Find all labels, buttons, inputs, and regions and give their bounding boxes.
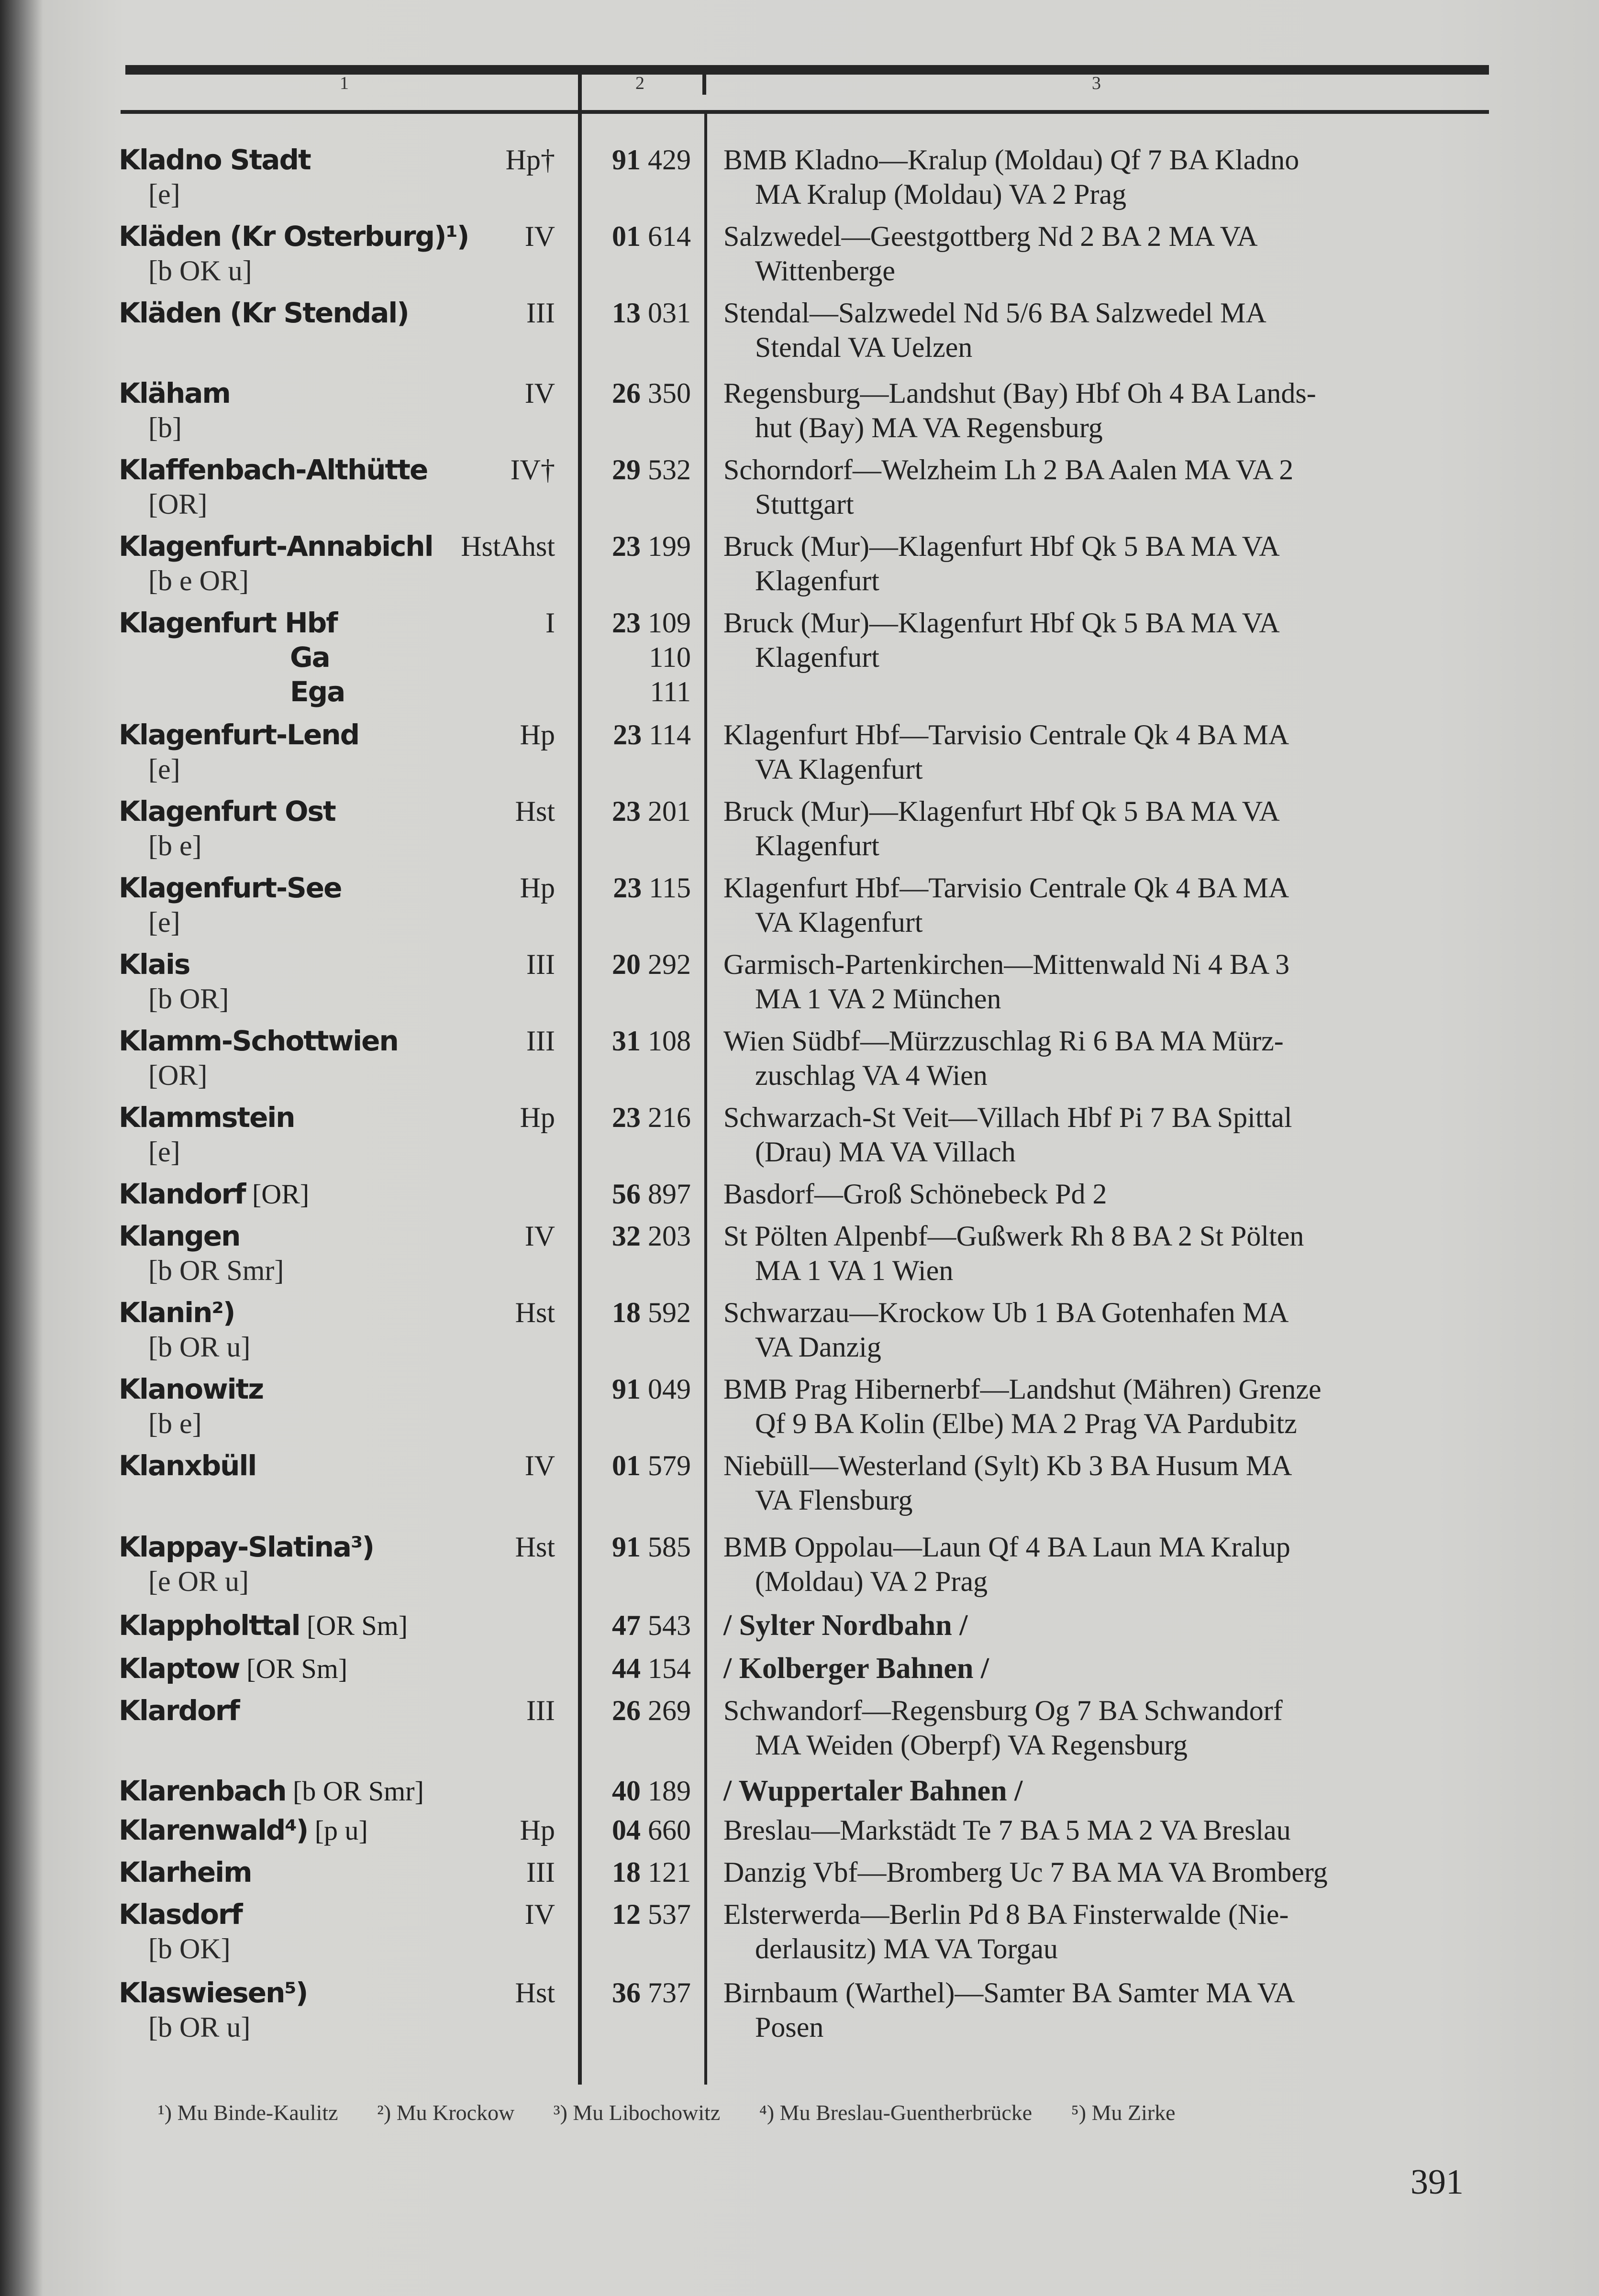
route-description <box>723 1855 1489 1889</box>
station-number-suffix: 109 <box>648 607 691 639</box>
station-number-prefix: 23 <box>612 795 641 827</box>
route-line: VA Danzig <box>755 1331 881 1363</box>
station-class: HstAhst <box>461 530 555 562</box>
station-number <box>612 1608 691 1643</box>
route-description <box>723 1976 1489 2044</box>
station-number-prefix: 04 <box>612 1814 641 1846</box>
column-header-1: 1 <box>340 73 349 93</box>
station-attributes: [OR] <box>148 1060 208 1091</box>
station-attributes: [OR] <box>148 488 208 520</box>
station-number <box>612 947 691 982</box>
column-header-3: 3 <box>1092 73 1101 93</box>
route-description <box>723 1813 1489 1847</box>
station-number <box>612 453 691 487</box>
station-number-suffix: 108 <box>648 1025 691 1057</box>
station-name: Klaffenbach-Althütte <box>119 453 428 486</box>
station-name: Kladno Stadt <box>119 144 311 176</box>
route-line: BMB Kladno—Kralup (Moldau) Qf 7 BA Kladno <box>723 144 1299 176</box>
station-number-suffix: 115 <box>649 872 691 904</box>
station-attributes: [OR Sm] <box>300 1610 408 1641</box>
route-description <box>723 1024 1489 1093</box>
station-number <box>612 143 691 177</box>
station-number-suffix: 532 <box>648 454 691 486</box>
station-number-suffix: 201 <box>648 795 691 827</box>
station-number-suffix: 292 <box>648 949 691 980</box>
station-number-suffix: 614 <box>648 221 691 252</box>
station-class: Hp <box>520 872 555 904</box>
route-line: zuschlag VA 4 Wien <box>755 1060 988 1091</box>
route-line: Schorndorf—Welzheim Lh 2 BA Aalen MA VA 2 <box>723 454 1294 486</box>
station-number <box>612 1372 691 1406</box>
route-line: hut (Bay) MA VA Regensburg <box>755 412 1103 443</box>
station-attributes: [b OK] <box>148 1933 231 1965</box>
route-description <box>723 1177 1489 1211</box>
route-line: Elsterwerda—Berlin Pd 8 BA Finsterwalde (Nie- <box>723 1899 1289 1930</box>
station-number <box>612 296 691 330</box>
station-name: Klanxbüll <box>119 1449 256 1482</box>
station-class: Hst <box>515 1297 555 1328</box>
station-number <box>612 1774 691 1808</box>
station-number-suffix: 121 <box>648 1856 691 1888</box>
station-name: Klappay-Slatina³) <box>119 1531 374 1563</box>
station-number <box>612 1448 691 1483</box>
station-number <box>613 718 691 752</box>
route-line: (Moldau) VA 2 Prag <box>755 1566 988 1597</box>
station-number <box>612 1813 691 1847</box>
route-description <box>723 794 1489 863</box>
footnote-4: ⁴) Mu Breslau-Guentherbrücke <box>759 2100 1033 2125</box>
route-description <box>723 529 1489 598</box>
station-number-prefix: 91 <box>612 1373 641 1405</box>
station-number <box>613 871 691 905</box>
station-number <box>612 1295 691 1330</box>
station-number <box>612 1693 691 1728</box>
route-line: Niebüll—Westerland (Sylt) Kb 3 BA Husum MA <box>723 1450 1292 1481</box>
station-number <box>612 1855 691 1889</box>
route-line: Bruck (Mur)—Klagenfurt Hbf Qk 5 BA MA VA <box>723 530 1280 562</box>
station-class: IV <box>524 221 555 252</box>
route-description <box>723 1651 1489 1686</box>
route-line: Stendal VA Uelzen <box>755 331 973 363</box>
station-name: Klangen <box>119 1220 240 1252</box>
route-line: (Drau) MA VA Villach <box>755 1136 1016 1168</box>
route-description <box>723 1530 1489 1599</box>
station-number-suffix: 114 <box>649 719 691 751</box>
route-line: MA Kralup (Moldau) VA 2 Prag <box>755 178 1127 210</box>
station-name: Klarenwald⁴) [p u] <box>119 1814 368 1846</box>
station-attributes: [b OK u] <box>148 255 252 287</box>
station-class: Hp <box>520 1102 555 1133</box>
station-number <box>612 794 691 828</box>
route-line: / Kolberger Bahnen / <box>723 1652 989 1685</box>
station-class: III <box>526 297 555 329</box>
station-number <box>612 1024 691 1058</box>
station-attributes: [e] <box>148 753 180 785</box>
station-number-prefix: 23 <box>612 530 641 562</box>
station-number-prefix: 56 <box>612 1178 641 1210</box>
route-description <box>723 219 1489 288</box>
route-line: Regensburg—Landshut (Bay) Hbf Oh 4 BA Lands- <box>723 377 1316 409</box>
station-name: Klagenfurt Hbf <box>119 607 337 639</box>
station-number-prefix: 26 <box>612 1695 641 1726</box>
route-line: Salzwedel—Geestgottberg Nd 2 BA 2 MA VA <box>723 221 1258 252</box>
station-attributes: [b e] <box>148 830 202 861</box>
station-class: I <box>545 607 555 639</box>
station-name: Klasdorf <box>119 1898 242 1931</box>
station-number-suffix: 429 <box>648 144 691 176</box>
station-number-suffix: 154 <box>648 1653 691 1684</box>
route-description <box>723 1897 1489 1966</box>
station-number-suffix: 049 <box>648 1373 691 1405</box>
station-number-prefix: 23 <box>612 607 641 639</box>
route-line: Bruck (Mur)—Klagenfurt Hbf Qk 5 BA MA VA <box>723 607 1280 639</box>
station-class: IV <box>524 1899 555 1930</box>
station-name: Klais <box>119 948 190 981</box>
station-number <box>612 1897 691 1932</box>
station-class: IV <box>524 1220 555 1252</box>
footnote-1: ¹) Mu Binde-Kaulitz <box>158 2100 338 2125</box>
route-description <box>723 1295 1489 1364</box>
station-number-suffix: 737 <box>648 1977 691 2009</box>
route-line: Danzig Vbf—Bromberg Uc 7 BA MA VA Bromberg <box>723 1856 1328 1888</box>
station-number-prefix: 91 <box>612 1531 641 1563</box>
station-number-prefix: 23 <box>613 719 642 751</box>
route-line: Klagenfurt <box>755 565 879 596</box>
station-number-prefix: 01 <box>612 1450 641 1481</box>
route-line: Garmisch-Partenkirchen—Mittenwald Ni 4 BA 3 <box>723 949 1290 980</box>
route-description <box>723 1774 1489 1808</box>
station-name: Klammstein <box>119 1101 295 1134</box>
route-description <box>723 1100 1489 1169</box>
station-class: III <box>526 1695 555 1726</box>
footnote-3: ³) Mu Libochowitz <box>553 2100 721 2125</box>
station-number <box>612 219 691 254</box>
station-number-prefix: 23 <box>613 872 642 904</box>
station-subname-ga: Ga <box>290 641 330 673</box>
station-number-suffix: 579 <box>648 1450 691 1481</box>
station-attributes: [e] <box>148 178 180 210</box>
station-class: Hst <box>515 1977 555 2009</box>
station-name: Klagenfurt-See <box>119 872 342 904</box>
station-number-suffix: 031 <box>648 297 691 329</box>
station-number-prefix: 18 <box>612 1297 641 1328</box>
station-name: Klaptow [OR Sm] <box>119 1652 348 1685</box>
route-line: Breslau—Markstädt Te 7 BA 5 MA 2 VA Breslau <box>723 1814 1291 1846</box>
column-header-2: 2 <box>635 73 644 93</box>
route-line: Klagenfurt <box>755 641 879 673</box>
route-line: Schwarzau—Krockow Ub 1 BA Gotenhafen MA <box>723 1297 1289 1328</box>
station-class: III <box>526 949 555 980</box>
station-number-prefix: 91 <box>612 144 641 176</box>
route-line: Schwarzach-St Veit—Villach Hbf Pi 7 BA Spittal <box>723 1102 1292 1133</box>
station-number-prefix: 18 <box>612 1856 641 1888</box>
station-attributes: [b OR u] <box>148 1331 251 1363</box>
route-line: Schwandorf—Regensburg Og 7 BA Schwandorf <box>723 1695 1283 1726</box>
station-number-suffix: 350 <box>648 377 691 409</box>
station-name: Klardorf <box>119 1694 239 1727</box>
station-number-suffix: 203 <box>648 1220 691 1252</box>
station-attributes: [e] <box>148 1136 180 1168</box>
route-line: Posen <box>755 2011 824 2043</box>
station-number-prefix: 13 <box>612 297 641 329</box>
route-line: Klagenfurt <box>755 830 879 861</box>
station-number <box>612 1177 691 1211</box>
route-line: derlausitz) MA VA Torgau <box>755 1933 1058 1965</box>
route-line: / Sylter Nordbahn / <box>723 1609 968 1642</box>
station-class: Hp† <box>505 144 555 176</box>
station-attributes: [b e] <box>148 1408 202 1439</box>
station-name: Klagenfurt-Annabichl <box>119 530 433 563</box>
route-line: Wittenberge <box>755 255 896 287</box>
route-description <box>723 1372 1489 1441</box>
station-attributes: [b OR Smr] <box>286 1776 424 1807</box>
route-description <box>723 1448 1489 1517</box>
station-number-prefix: 12 <box>612 1899 641 1930</box>
station-class: Hst <box>515 1531 555 1563</box>
station-number <box>612 1976 691 2010</box>
station-attributes: [e OR u] <box>148 1566 249 1597</box>
station-subname-ega: Ega <box>290 675 345 708</box>
station-name: Klagenfurt-Lend <box>119 718 359 751</box>
route-description <box>723 1693 1489 1762</box>
station-number-prefix: 20 <box>612 949 641 980</box>
station-attributes: [e] <box>148 906 180 938</box>
station-name: Klandorf [OR] <box>119 1178 310 1210</box>
station-name: Kläham <box>119 377 230 409</box>
route-line: St Pölten Alpenbf—Gußwerk Rh 8 BA 2 St Pölten <box>723 1220 1304 1252</box>
route-line: / Wuppertaler Bahnen / <box>723 1775 1023 1807</box>
station-number-prefix: 40 <box>612 1775 641 1807</box>
route-description <box>723 143 1489 211</box>
station-attributes: [p u] <box>308 1815 368 1846</box>
station-number <box>612 1219 691 1253</box>
station-attributes: [b OR] <box>148 983 229 1015</box>
route-description <box>723 718 1489 786</box>
station-number <box>612 606 691 640</box>
route-description <box>723 1219 1489 1288</box>
route-description <box>723 296 1489 364</box>
route-description <box>723 1608 1489 1643</box>
station-number-suffix: 585 <box>648 1531 691 1563</box>
route-line: Klagenfurt Hbf—Tarvisio Centrale Qk 4 BA MA <box>723 719 1289 751</box>
station-number-suffix: 897 <box>648 1178 691 1210</box>
station-number <box>612 1530 691 1564</box>
station-number-suffix: 216 <box>648 1102 691 1133</box>
station-number-prefix: 32 <box>612 1220 641 1252</box>
station-number-ega: 111 <box>650 676 691 707</box>
station-number-prefix: 36 <box>612 1977 641 2009</box>
station-class: Hst <box>515 795 555 827</box>
route-line: Wien Südbf—Mürzzuschlag Ri 6 BA MA Mürz- <box>723 1025 1284 1057</box>
station-number <box>612 1100 691 1135</box>
station-number-prefix: 23 <box>612 1102 641 1133</box>
route-line: Qf 9 BA Kolin (Elbe) MA 2 Prag VA Pardubitz <box>755 1408 1297 1439</box>
route-description <box>723 453 1489 521</box>
route-line: BMB Oppolau—Laun Qf 4 BA Laun MA Kralup <box>723 1531 1290 1563</box>
station-name: Klagenfurt Ost <box>119 795 335 828</box>
footnote-5: ⁵) Mu Zirke <box>1071 2100 1176 2125</box>
route-description <box>723 871 1489 939</box>
station-number-prefix: 31 <box>612 1025 641 1057</box>
station-name: Kläden (Kr Osterburg)¹) <box>119 220 469 253</box>
footnotes <box>158 2100 1498 2125</box>
station-number <box>612 529 691 563</box>
route-line: BMB Prag Hibernerbf—Landshut (Mähren) Grenze <box>723 1373 1321 1405</box>
route-line: VA Klagenfurt <box>755 753 923 785</box>
route-line: MA 1 VA 2 München <box>755 983 1001 1015</box>
route-line: Bruck (Mur)—Klagenfurt Hbf Qk 5 BA MA VA <box>723 795 1280 827</box>
station-number-suffix: 269 <box>648 1695 691 1726</box>
station-name: Klarheim <box>119 1856 252 1888</box>
station-class: IV <box>524 1450 555 1481</box>
station-number-suffix: 537 <box>648 1899 691 1930</box>
page-number: 391 <box>1410 2163 1464 2202</box>
station-attributes: [OR Sm] <box>239 1653 348 1684</box>
station-number-prefix: 26 <box>612 377 641 409</box>
route-description <box>723 606 1489 674</box>
station-attributes: [b] <box>148 412 182 443</box>
station-class: Hp <box>520 719 555 751</box>
station-number-prefix: 44 <box>612 1653 641 1684</box>
station-attributes: [b OR u] <box>148 2011 251 2043</box>
station-name: Klanin²) <box>119 1296 235 1329</box>
station-name: Klappholttal [OR Sm] <box>119 1609 408 1642</box>
route-description <box>723 376 1489 445</box>
station-class: III <box>526 1025 555 1057</box>
station-number-prefix: 29 <box>612 454 641 486</box>
station-name: Klamm-Schottwien <box>119 1025 398 1057</box>
station-name: Klanowitz <box>119 1373 264 1405</box>
station-number <box>612 376 691 410</box>
station-number-suffix: 592 <box>648 1297 691 1328</box>
route-line: MA 1 VA 1 Wien <box>755 1255 954 1286</box>
station-number-suffix: 199 <box>648 530 691 562</box>
route-line: MA Weiden (Oberpf) VA Regensburg <box>755 1729 1188 1761</box>
station-class: IV† <box>510 454 555 486</box>
station-number-prefix: 47 <box>612 1610 641 1641</box>
station-class: IV <box>524 377 555 409</box>
station-number-ga: 110 <box>649 641 691 673</box>
station-number-prefix: 01 <box>612 221 641 252</box>
route-description <box>723 947 1489 1016</box>
route-line: VA Flensburg <box>755 1484 913 1516</box>
station-class: III <box>526 1856 555 1888</box>
station-number-suffix: 660 <box>648 1814 691 1846</box>
footnote-2: ²) Mu Krockow <box>377 2100 515 2125</box>
route-line: Stendal—Salzwedel Nd 5/6 BA Salzwedel MA <box>723 297 1266 329</box>
station-name: Kläden (Kr Stendal) <box>119 297 409 329</box>
station-attributes: [b OR Smr] <box>148 1255 284 1286</box>
station-number <box>612 1651 691 1686</box>
station-name: Klaswiesen⁵) <box>119 1976 308 2009</box>
station-attributes: [OR] <box>245 1179 310 1210</box>
station-number-suffix: 189 <box>648 1775 691 1807</box>
route-line: VA Klagenfurt <box>755 906 923 938</box>
station-number-suffix: 543 <box>648 1610 691 1641</box>
route-line: Klagenfurt Hbf—Tarvisio Centrale Qk 4 BA MA <box>723 872 1289 904</box>
route-line: Stuttgart <box>755 488 854 520</box>
station-attributes: [b e OR] <box>148 565 249 596</box>
station-class: Hp <box>520 1814 555 1846</box>
route-line: Basdorf—Groß Schönebeck Pd 2 <box>723 1178 1107 1210</box>
station-name: Klarenbach [b OR Smr] <box>119 1775 424 1807</box>
route-line: Birnbaum (Warthel)—Samter BA Samter MA VA <box>723 1977 1295 2009</box>
